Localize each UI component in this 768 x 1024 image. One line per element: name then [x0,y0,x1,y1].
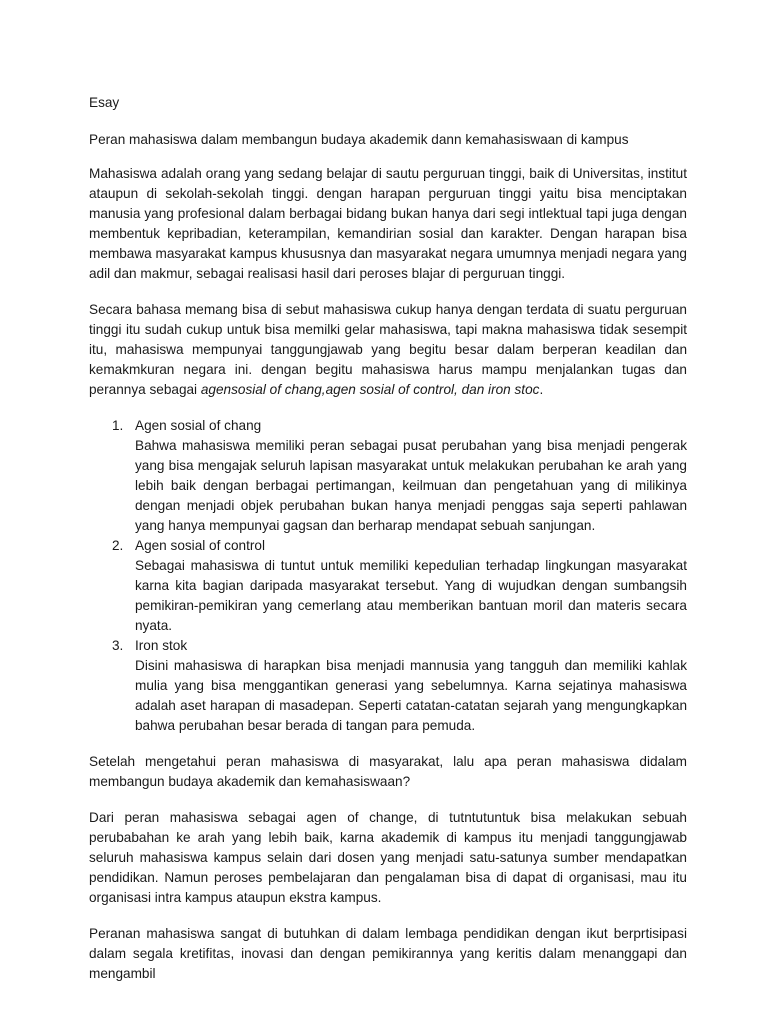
list-item-number: 2. [112,538,124,553]
paragraph-4: Dari peran mahasiswa sebagai agen of change, di tutntutuntuk bisa melakukan sebuah perubabahan ke arah yang lebih baik, karna akademik di kampus itu menjadi tanggungjawab seluruh mahasiswa kampus selain dari dosen yang menjadi satu-satunya sumber mendapatkan pendidikan. Namun peroses pembelajaran dan pengalaman bisa di dapat di organisasi, mau itu organisasi intra kampus ataupun ekstra kampus. [89,810,687,905]
list-item-number: 3. [112,638,124,653]
paragraph-5: Peranan mahasiswa sangat di butuhkan di dalam lembaga pendidikan dengan ikut berprtisipasi dalam segala kretifitas, inovasi dan dengan pemikirannya yang keritis dalam menanggapi dan mengambil [89,926,687,981]
document-heading: Esay [89,95,120,110]
list-item-title: Agen sosial of control [135,538,265,553]
paragraph-1: Mahasiswa adalah orang yang sedang belajar di sautu perguruan tinggi, baik di Universitas, institut ataupun di sekolah-sekolah tinggi. dengan harapan perguruan tinggi yaitu bisa menciptakan manusia yang profesional dalam berbagai bidang bukan hanya dari segi intlektual tapi juga dengan membentuk kepribadian, keterampilan, kemandirian sosial dan karakter. Dengan harapan bisa membawa masyarakat kampus khususnya dan masyarakat negara umumnya menjadi negara yang adil dan makmur, sebagai realisasi hasil dari peroses blajar di perguruan tinggi. [89,166,687,281]
paragraph-2-end: . [539,382,544,397]
list-item-body: Disini mahasiswa di harapkan bisa menjadi mannusia yang tangguh dan memiliki kahlak mulia yang bisa menggantikan generasi yang sebelumnya. Karna sejatinya mahasiswa adalah aset harapan di masadepan. Seperti catatan-catatan sejarah yang mengungkapkan bahwa perubahan besar berada di tangan para pemuda. [135,658,687,733]
list-item-body: Sebagai mahasiswa di tuntut untuk memiliki kepedulian terhadap lingkungan masyarakat karna kita bagian daripada masyarakat tersebut. Yang di wujudkan dengan sumbangsih pemikiran-pemikiran yang cemerlang atau memberikan bantuan moril dan materis secara nyata. [135,558,687,633]
list-item-number: 1. [112,418,124,433]
paragraph-2-italic: agensosial of chang,agen sosial of control, dan iron stoc [200,382,540,397]
essay-title: Peran mahasiswa dalam membangun budaya akademik dann kemahasiswaan di kampus [89,132,629,147]
list-item [89,416,687,536]
paragraph-2-text: Secara bahasa memang bisa di sebut mahasiswa cukup hanya dengan terdata di suatu perguruan tinggi itu sudah cukup untuk bisa memilki gelar mahasiswa, tapi makna mahasiswa tidak sesempit itu, mahasiswa mempunyai tanggungjawab yang begitu besar dalam berperan keadilan dan kemakmkuran negara ini. dengan begitu mahasiswa harus mampu menjalankan tugas dan perannya sebagai [89,302,687,397]
list-item [89,636,687,736]
list-item-title: Agen sosial of chang [135,418,262,433]
list-item-body: Bahwa mahasiswa memiliki peran sebagai pusat perubahan yang bisa menjadi pengerak yang bisa mengajak seluruh lapisan masyarakat untuk melakukan perubahan ke arah yang lebih baik dengan berbagai pertimangan, keilmuan dan pengetahuan yang di milikinya dengan menjadi objek perubahan bukan hanya menjadi penggas saja seperti pahlawan yang hanya mempunyai gagsan dan berharap mendapat sebuah sanjungan. [135,438,687,533]
list-item-title: Iron stok [135,638,188,653]
list-item [89,536,687,636]
paragraph-3: Setelah mengetahui peran mahasiswa di masyarakat, lalu apa peran mahasiswa didalam membangun budaya akademik dan kemahasiswaan? [89,754,687,789]
roles-list [89,416,687,736]
paragraph-2 [89,300,687,400]
